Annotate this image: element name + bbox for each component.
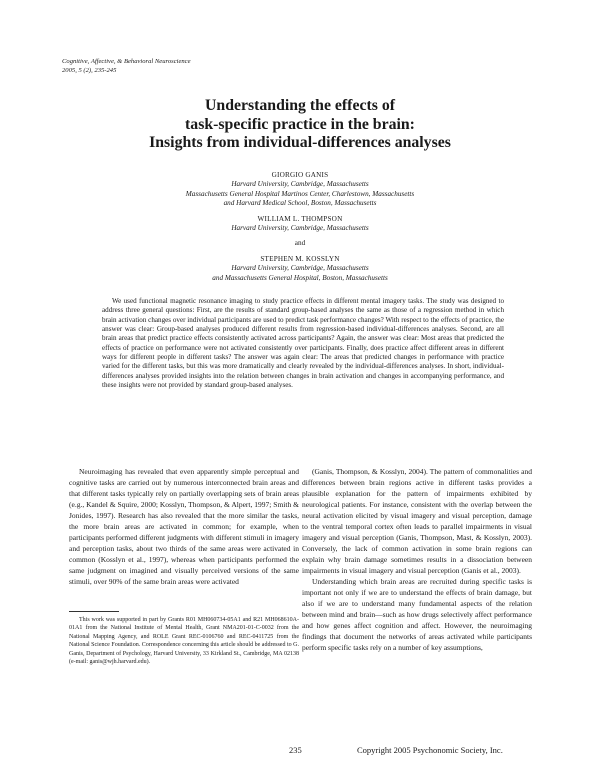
author-affiliation: Harvard University, Cambridge, Massachusetts <box>231 180 369 189</box>
title-line-1: Understanding the effects of <box>205 97 395 114</box>
author-name: WILLIAM L. THOMPSON <box>257 214 343 223</box>
body-paragraph: Understanding which brain areas are recruited during specific tasks is important not only if we are to understand the effects of brain damage, but also if we are to understand many fundamental aspects of the relation between mind and brain—such as how drugs selectively affect performance and how genes affect cognition and affect. However, the neuroimaging findings that document the networks of areas activated while participants perform specific tasks rely on a number of key assumptions, <box>302 577 532 652</box>
body-column-right <box>302 466 532 653</box>
author-affiliation: Harvard University, Cambridge, Massachusetts <box>231 224 369 233</box>
copyright-notice: Copyright 2005 Psychonomic Society, Inc. <box>357 745 503 755</box>
page-number: 235 <box>289 745 302 755</box>
journal-header <box>62 58 191 75</box>
body-paragraph: (Ganis, Thompson, & Kosslyn, 2004). The pattern of commonalities and differences between brain regions active in different tasks provides a plausible explanation for the pattern of impairments exhibited by neurological patients. For instance, consistent with the overlap between the neural activation elicited by visual imagery and visual perception, damage to the ventral temporal cortex often leads to parallel impairments in visual imagery and visual perception (Ganis, Thompson, Mast, & Kosslyn, 2003). Conversely, the lack of common activation in some brain regions can explain why brain damage sometimes results in a dissociation between impairments in visual imagery and visual perception (Ganis et al., 2003). <box>302 467 532 575</box>
journal-citation: 2005, 5 (2), 235-245 <box>62 66 117 74</box>
author-affiliation: and Massachusetts General Hospital, Boston, Massachusetts <box>212 273 388 282</box>
author-name: GIORGIO GANIS <box>271 171 329 179</box>
footnote-rule <box>69 611 119 612</box>
body-column-left <box>69 466 299 587</box>
author-name: STEPHEN M. KOSSLYN <box>260 254 340 263</box>
journal-name: Cognitive, Affective, & Behavioral Neuroscience <box>62 58 191 65</box>
footnote <box>69 616 299 666</box>
author-affiliation: Massachusetts General Hospital Martinos Center, Charlestown, Massachusetts <box>185 189 415 198</box>
author-conjunction: and <box>294 239 306 248</box>
author-affiliation: and Harvard Medical School, Boston, Massachusetts <box>223 199 377 208</box>
body-paragraph: Neuroimaging has revealed that even apparently simple perceptual and cognitive tasks are carried out by numerous interconnected brain areas and that different tasks typically rely on partially overlapping sets of brain areas (e.g., Kandel & Squire, 2000; Kosslyn, Thompson, & Alpert, 1997; Smith & Jonides, 1997). Research has also revealed that the more similar the tasks, the more brain areas are activated in common; for example, when participants performed different judgments with different stimuli in imagery and perception tasks, about two thirds of the same areas were activated in common (Kosslyn et al., 1997), whereas when participants performed the same judgment on imagined and visually perceived versions of the same stimuli, over 90% of the same brain areas were activated <box>69 467 299 586</box>
author-affiliation: Harvard University, Cambridge, Massachusetts <box>231 264 369 273</box>
author-block <box>0 171 600 283</box>
footnote-text: This work was supported in part by Grants R01 MH060734-05A1 and R21 MH068610A-01A1 from the National Institute of Mental Health, Grant NMA201-01-C-0032 from the National Mapping Agency, and ROLE Grant REC-0106760 and REC-0411725 from the National Science Foundation. Correspondence concerning this article should be addressed to G. Ganis, Department of Psychology, Harvard University, 33 Kirkland St., Cambridge, MA 02138 (e-mail: ganis@wjh.harvard.edu). <box>69 617 299 666</box>
abstract: We used functional magnetic resonance imaging to study practice effects in different mental imagery tasks. The study was designed to address three general questions: First, are the results of standard group-based analyses the same as those of a regression method in which brain activation changes over individual participants are used to predict task performance changes? With respect to the effects of practice, the answer was clear: Group-based analyses produced different results from regression-based individual-differences analyses. Second, are all brain areas that predict practice effects consistently activated across participants? Again, the answer was clear: Most areas that predicted the effects of practice on performance were not activated consistently over participants. Finally, does practice affect different areas in different ways for different people in different tasks? The answer was again clear: The areas that predicted changes in performance with practice varied for the different tasks, but this was more dramatically and clearly revealed by the individual-differences analyses. In short, individual-differences analyses provided insights into the relation between changes in brain activation and changes in accompanying performance, and these insights were not provided by standard group-based analyses. <box>102 297 504 390</box>
title-line-2: task-specific practice in the brain: <box>185 115 415 133</box>
title-line-3: Insights from individual-differences analyses <box>149 134 451 151</box>
paper-title <box>0 97 600 153</box>
